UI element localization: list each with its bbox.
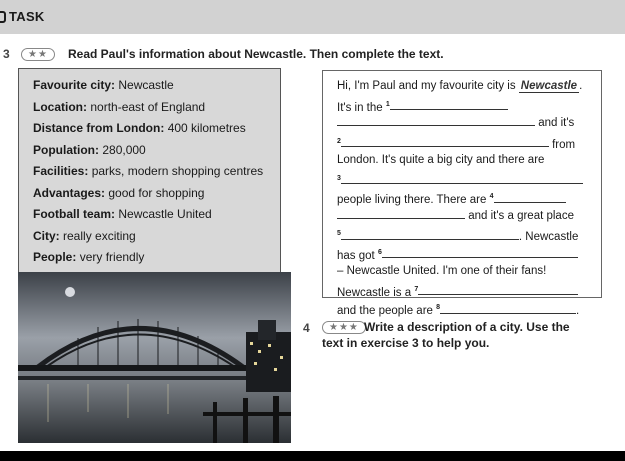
text-line-2 <box>337 96 601 115</box>
text-line-6 <box>337 170 601 189</box>
text-segment: and the people are <box>337 304 433 317</box>
info-value: 400 kilometres <box>167 121 246 135</box>
gap-number: 5 <box>337 230 341 237</box>
bottom-bar <box>0 451 625 461</box>
exercise-4-stars-icon: ★★★ <box>322 321 366 334</box>
info-distance <box>33 118 280 140</box>
exercise-4-instruction-line-1: Write a description of a city. Use the <box>364 320 570 334</box>
text-line-12 <box>337 281 601 300</box>
info-value: north-east of England <box>90 99 206 114</box>
info-label: Favourite city: <box>33 78 116 92</box>
gap-8-blank[interactable] <box>440 304 576 314</box>
newcastle-bridge-photo <box>18 272 291 443</box>
info-people <box>33 247 280 269</box>
text-segment: It's in the <box>337 101 383 114</box>
gap-2-blank[interactable] <box>341 137 549 147</box>
info-label: City: <box>33 228 60 243</box>
gap-4-blank[interactable] <box>494 193 566 203</box>
info-label: Location: <box>33 99 87 114</box>
gap-4-blank-cont[interactable] <box>337 209 465 219</box>
gap-number: 3 <box>337 174 341 182</box>
paul-text-box <box>322 70 602 317</box>
example-answer: Newcastle <box>520 80 578 92</box>
info-label: Football team: <box>33 207 116 221</box>
info-value: good for shopping <box>108 185 205 200</box>
info-advantages <box>33 183 280 205</box>
text-segment: Newcastle is a <box>337 286 412 299</box>
paul-info-box <box>18 68 281 276</box>
info-label: Population: <box>33 142 99 157</box>
text-line-11 <box>337 262 601 281</box>
text-segment: people living there. There are <box>337 193 487 206</box>
exercise-4-number: 4 <box>303 321 310 335</box>
text-segment: from <box>552 138 576 151</box>
gap-3-blank[interactable] <box>341 174 583 184</box>
info-label: People: <box>33 250 77 264</box>
text-line-13 <box>337 299 601 318</box>
text-segment: Hi, I'm Paul and my favourite city is <box>337 80 516 92</box>
text-segment: and it's <box>538 117 575 129</box>
text-line-10 <box>337 244 601 263</box>
moon-icon <box>65 287 75 297</box>
gap-number: 8 <box>436 304 441 311</box>
exercise-3-instruction: Read Paul's information about Newcastle. Then complete the text. <box>68 47 444 61</box>
text-segment: . <box>576 304 580 317</box>
text-line-4 <box>337 133 601 152</box>
text-segment: – Newcastle United. I'm one of their fans! <box>337 265 547 277</box>
task-box-icon <box>0 11 6 23</box>
task-title: TASK <box>9 9 45 24</box>
exercise-3-number: 3 <box>3 47 10 61</box>
gap-number: 1 <box>385 100 390 108</box>
task-header-bar <box>0 0 625 34</box>
gap-number: 2 <box>337 137 341 145</box>
text-line-5 <box>337 151 601 170</box>
info-label: Advantages: <box>33 185 106 200</box>
text-segment: . Newcastle <box>518 230 579 243</box>
text-segment: London. It's quite a big city and there are <box>337 154 545 166</box>
info-city <box>33 226 280 248</box>
info-value: very friendly <box>79 250 145 264</box>
text-segment: . <box>579 80 583 92</box>
text-segment: has got <box>337 249 375 262</box>
exercise-3-stars-icon: ★★ <box>21 48 55 61</box>
gap-7-blank[interactable] <box>418 285 578 295</box>
text-line-1 <box>337 77 601 96</box>
text-line-3 <box>337 114 601 133</box>
info-value: parks, modern shopping centres <box>91 164 264 178</box>
text-line-8 <box>337 207 601 226</box>
bridge-illustration <box>18 272 291 443</box>
info-favourite-city <box>33 75 280 97</box>
text-line-9 <box>337 225 601 244</box>
gap-1-blank-cont[interactable] <box>337 116 535 126</box>
info-population <box>33 140 280 162</box>
info-value: Newcastle <box>118 78 174 92</box>
gap-number: 7 <box>414 285 419 293</box>
gap-1-blank[interactable] <box>390 100 508 110</box>
info-label: Facilities: <box>33 164 89 178</box>
info-location <box>33 97 280 119</box>
gap-5-blank[interactable] <box>341 230 519 240</box>
text-segment: and it's a great place <box>468 209 574 222</box>
info-value: 280,000 <box>102 142 146 157</box>
info-football-team <box>33 204 280 226</box>
gap-number: 4 <box>489 193 494 200</box>
info-value: really exciting <box>63 228 136 243</box>
info-value: Newcastle United <box>118 207 212 221</box>
info-facilities <box>33 161 280 183</box>
info-label: Distance from London: <box>33 121 165 135</box>
text-line-7 <box>337 188 601 207</box>
gap-number: 6 <box>377 248 382 256</box>
exercise-4-instruction-line-2: text in exercise 3 to help you. <box>322 336 490 350</box>
gap-6-blank[interactable] <box>382 248 578 258</box>
